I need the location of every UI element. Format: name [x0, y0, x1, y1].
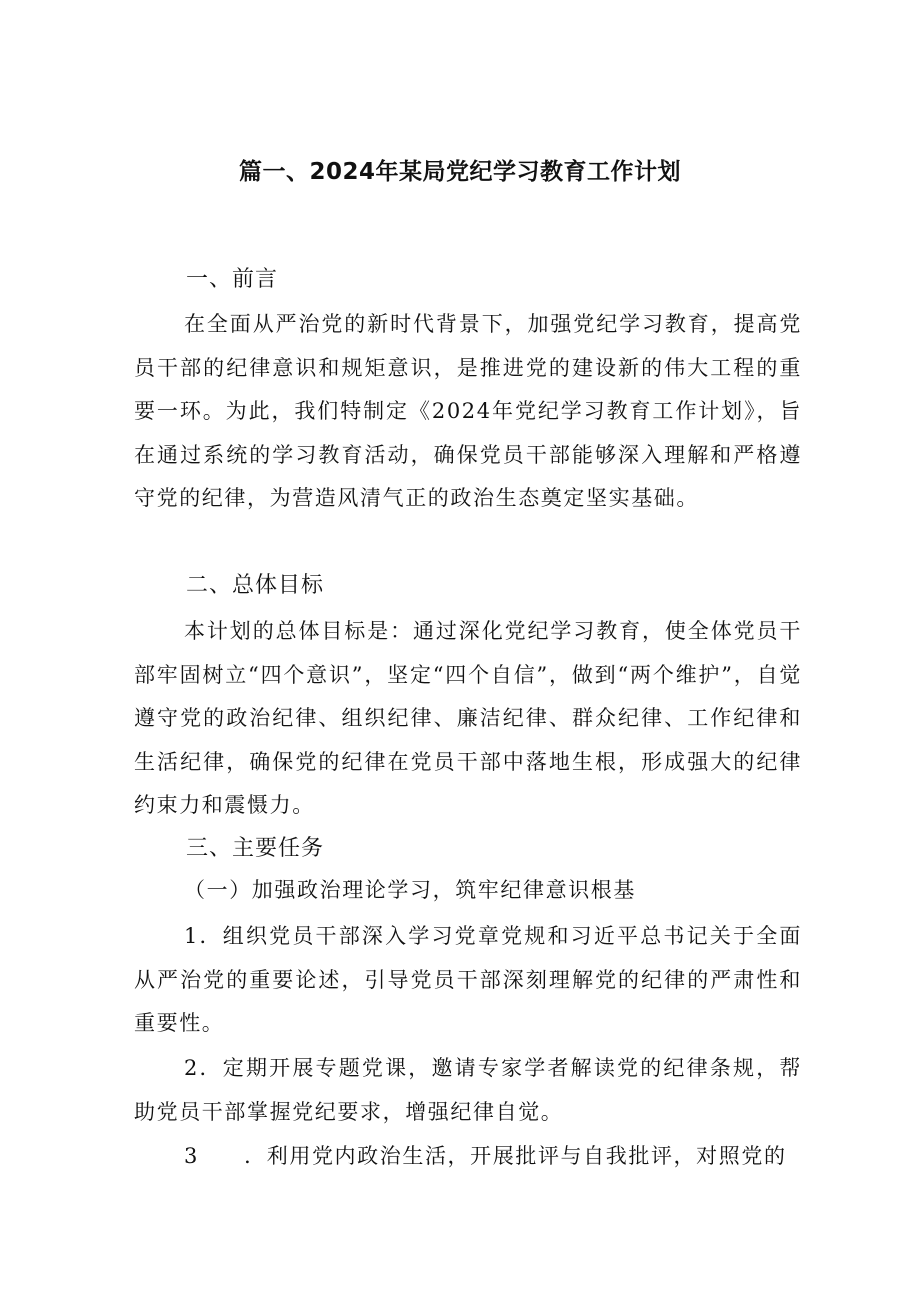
tasks-subheading: （一）加强政治理论学习，筑牢纪律意识根基	[184, 878, 636, 902]
section-heading-preface: 一、前言	[186, 267, 279, 292]
task-item-3: 3 ．利用党内政治生活，开展批评与自我批评，对照党的	[184, 1144, 787, 1168]
section-heading-tasks: 三、主要任务	[186, 836, 325, 861]
task-item-2: 2．定期开展专题党课，邀请专家学者解读党的纪律条规，帮助党员干部掌握党纪要求，增强纪律自觉。	[134, 1056, 802, 1124]
preface-paragraph: 在全面从严治党的新时代背景下，加强党纪学习教育，提高党员干部的纪律意识和规矩意识，是推进党的建设新的伟大工程的重要一环。为此，我们特制定《2024年党纪学习教育工作计划》，旨在通过系统的学习教育活动，确保党员干部能够深入理解和严格遵守党的纪律，为营造风清气正的政治生态奠定坚实基础。	[134, 312, 802, 510]
goals-paragraph: 本计划的总体目标是：通过深化党纪学习教育，使全体党员干部牢固树立“四个意识”，坚定“四个自信”，做到“两个维护”，自觉遵守党的政治纪律、组织纪律、廉洁纪律、群众纪律、工作纪律和生活纪律，确保党的纪律在党员干部中落地生根，形成强大的纪律约束力和震慑力。	[134, 619, 802, 817]
document-title: 篇一、2024年某局党纪学习教育工作计划	[238, 159, 681, 185]
task-item-1: 1．组织党员干部深入学习党章党规和习近平总书记关于全面从严治党的重要论述，引导党员干部深刻理解党的纪律的严肃性和重要性。	[134, 924, 802, 1035]
section-heading-goals: 二、总体目标	[186, 573, 325, 598]
